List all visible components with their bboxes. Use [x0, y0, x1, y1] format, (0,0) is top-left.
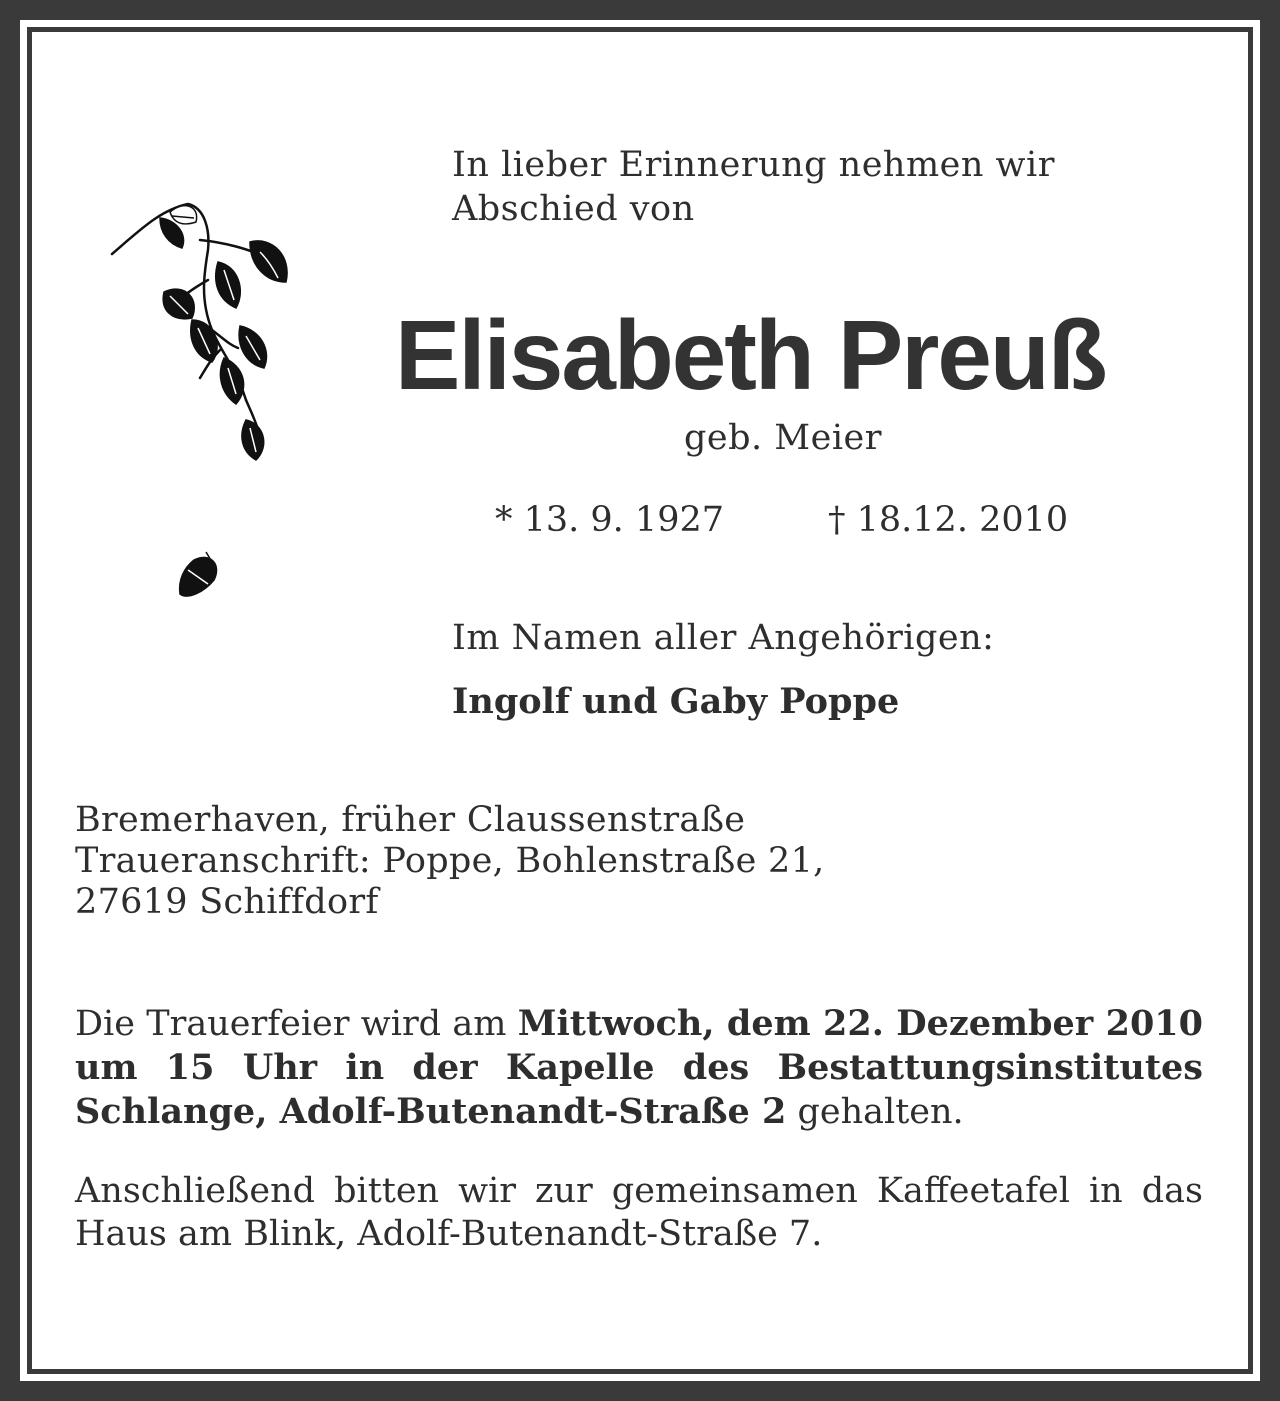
death-date: † 18.12. 2010	[828, 500, 1069, 540]
mourning-address	[75, 800, 1175, 923]
address-line-2: Traueranschrift: Poppe, Bohlenstraße 21,	[75, 841, 825, 881]
birth-date: * 13. 9. 1927	[495, 500, 725, 540]
family-names: Ingolf und Gaby Poppe	[452, 681, 900, 722]
leafy-branch-icon	[100, 190, 300, 620]
address-line-1: Bremerhaven, früher Claussenstraße	[75, 800, 746, 840]
intro-line-1: In lieber Erinnerung nehmen wir	[452, 145, 1055, 185]
deceased-name: Elisabeth Preuß	[395, 300, 1106, 410]
reception-details: Anschließend bitten wir zur gemeinsamen Kaffeetafel in das Haus am Blink, Adolf-Butenandt-Straße 7.	[75, 1171, 1203, 1254]
intro-line-2: Abschied von	[452, 189, 695, 229]
maiden-name: geb. Meier	[684, 418, 882, 458]
family-intro: Im Namen aller Angehörigen:	[452, 618, 995, 658]
intro-text	[452, 143, 1172, 231]
funeral-details	[75, 1002, 1203, 1134]
funeral-suffix: gehalten.	[786, 1092, 964, 1132]
funeral-prefix: Die Trauerfeier wird am	[75, 1004, 518, 1044]
funeral-date-location: Mittwoch, dem 22. Dezember 2010 um 15 Uhr in der Kapelle des Bestattungsinstitutes Schlange, Adolf-Butenandt-Straße 2	[75, 1003, 1203, 1132]
address-line-3: 27619 Schiffdorf	[75, 882, 379, 922]
